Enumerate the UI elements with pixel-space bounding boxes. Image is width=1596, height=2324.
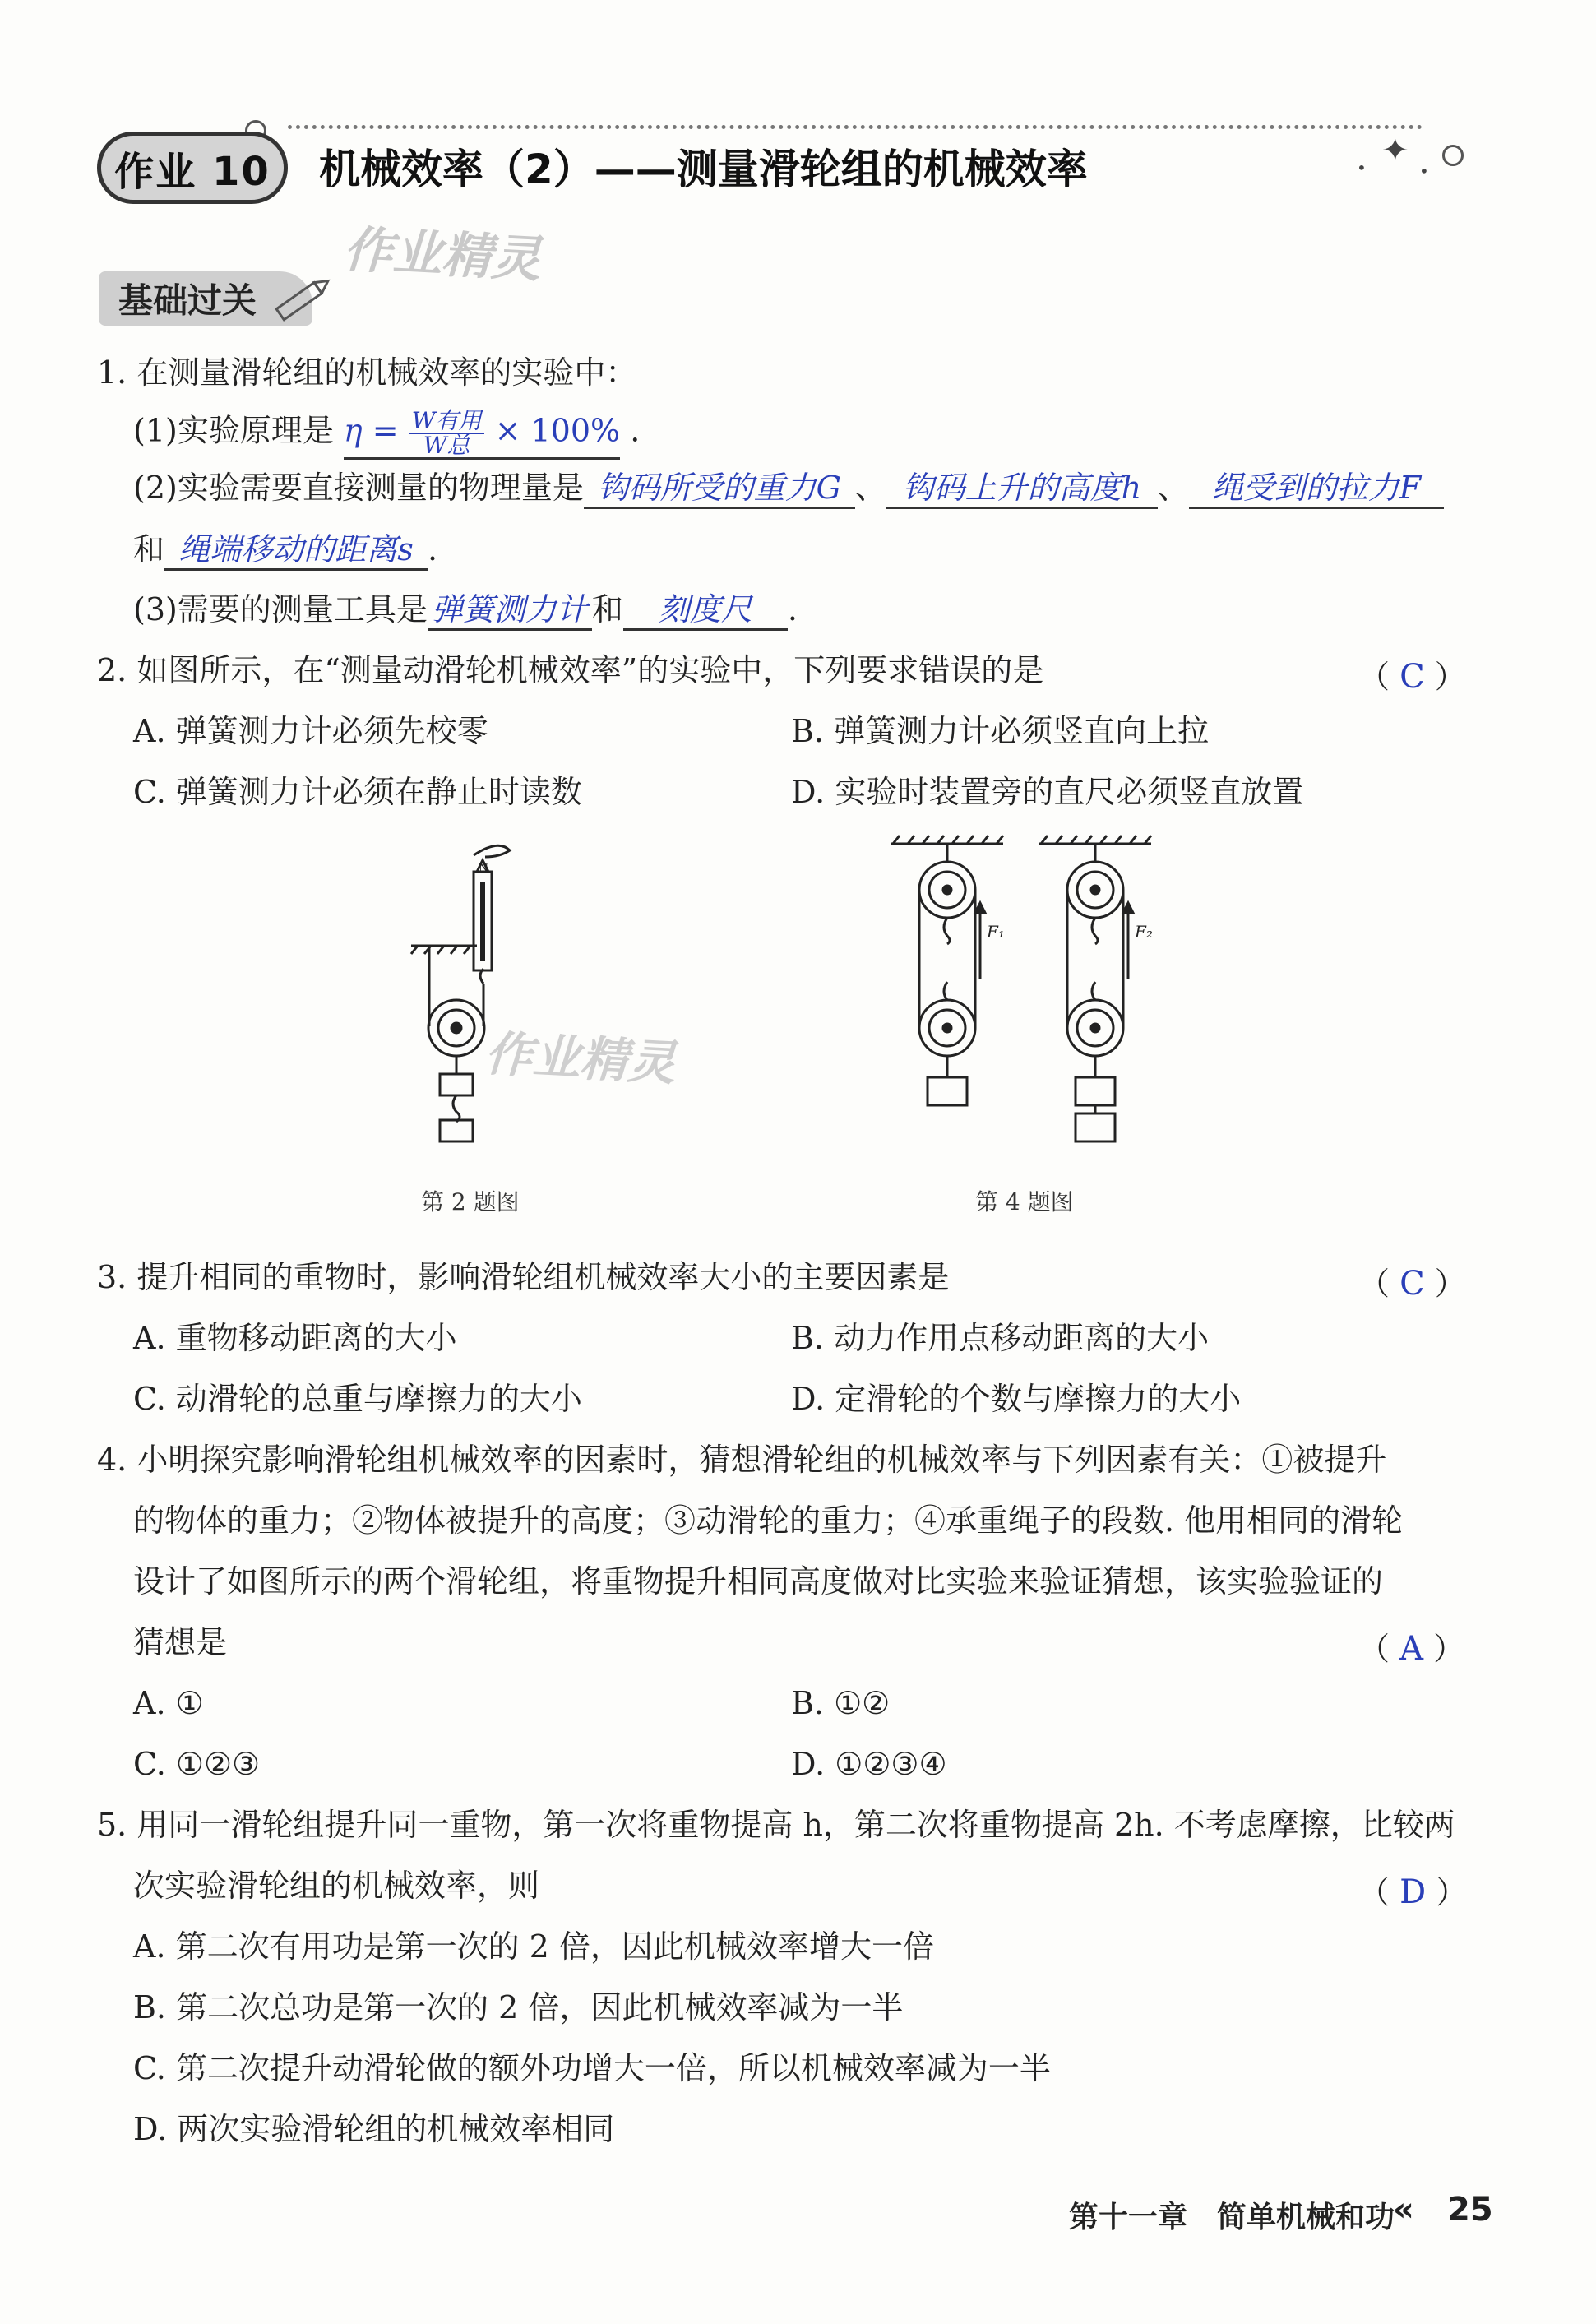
q4-line-3: 设计了如图所示的两个滑轮组，将重物提升相同高度做对比实验来验证猜想，该实验验证的 bbox=[133, 1563, 1384, 1599]
q1-part2-answer-4: 绳端移动的距离s bbox=[164, 530, 428, 571]
q2-option-b: B. 弹簧测力计必须竖直向上拉 bbox=[791, 713, 1210, 749]
q1-part3 bbox=[133, 590, 798, 631]
q1-part1-end: . bbox=[630, 412, 641, 449]
chevrons-icon: « bbox=[1393, 2191, 1414, 2229]
q4-option-d: D. ①②③④ bbox=[791, 1746, 947, 1782]
figure-2-movable-pulley bbox=[395, 839, 608, 1168]
conjunction: 和 bbox=[133, 531, 165, 567]
q1-part3-answer-2: 刻度尺 bbox=[623, 590, 788, 631]
q1-part3-end: . bbox=[787, 591, 798, 627]
homework-badge: 作业 10 bbox=[97, 132, 288, 204]
q2-answer-box: （ C ） bbox=[1358, 658, 1466, 696]
q1-part2-cont bbox=[133, 530, 437, 571]
header-dotted-line bbox=[288, 125, 1423, 134]
q1-part2 bbox=[133, 469, 1444, 509]
q1-part1 bbox=[133, 407, 641, 460]
q2-answer: C bbox=[1399, 658, 1425, 696]
q4-answer: A bbox=[1399, 1630, 1423, 1668]
footer-chapter: 第十一章 简单机械和功 bbox=[1069, 2201, 1395, 2234]
q4-line-2: 的物体的重力；②物体被提升的高度；③动滑轮的重力；④承重绳子的段数. 他用相同的滑轮 bbox=[133, 1502, 1404, 1539]
figure-4-pulley-groups bbox=[888, 831, 1168, 1176]
section-label: 基础过关 bbox=[118, 280, 257, 321]
watermark: 作业精灵 bbox=[342, 220, 543, 289]
q5-option-c: C. 第二次提升动滑轮做的额外功增大一倍，所以机械效率减为一半 bbox=[133, 2050, 1051, 2086]
q1-part1-prefix: (1)实验原理是 bbox=[133, 412, 334, 449]
q2-option-d: D. 实验时装置旁的直尺必须竖直放置 bbox=[791, 774, 1304, 810]
q1-part2-end: . bbox=[428, 531, 438, 567]
header-ring-right bbox=[1442, 145, 1464, 166]
q3-stem: 3. 提升相同的重物时，影响滑轮组机械效率大小的主要因素是 bbox=[97, 1259, 950, 1295]
q3-answer-box: （ C ） bbox=[1358, 1265, 1466, 1303]
q1-part2-answer-1: 钩码所受的重力G bbox=[584, 469, 855, 509]
q3-answer: C bbox=[1399, 1265, 1425, 1303]
q5-option-b: B. 第二次总功是第一次的 2 倍，因此机械效率减为一半 bbox=[133, 1989, 904, 2025]
q1-stem: 1. 在测量滑轮组的机械效率的实验中： bbox=[97, 354, 637, 391]
q5-line-2: 次实验滑轮组的机械效率，则 bbox=[133, 1868, 540, 1904]
q4-line-4: 猜想是 bbox=[133, 1624, 228, 1660]
fraction bbox=[409, 407, 485, 459]
q4-line-1: 4. 小明探究影响滑轮组机械效率的因素时，猜想滑轮组的机械效率与下列因素有关：①被提升 bbox=[97, 1442, 1387, 1478]
q4-answer-box: （ A ） bbox=[1358, 1630, 1465, 1668]
q5-answer-box: （ D ） bbox=[1358, 1873, 1468, 1911]
fraction-numerator: W有用 bbox=[409, 410, 485, 434]
separator: 、 bbox=[1157, 470, 1189, 506]
q4-option-a: A. ① bbox=[133, 1685, 204, 1721]
q1-part3-prefix: (3)需要的测量工具是 bbox=[133, 591, 428, 627]
conjunction: 和 bbox=[591, 591, 623, 627]
percent-term: × 100% bbox=[494, 412, 621, 449]
pencil-icon bbox=[271, 270, 337, 327]
page-title: 机械效率（2）——测量滑轮组的机械效率 bbox=[319, 146, 1088, 193]
q1-part3-answer-1: 弹簧测力计 bbox=[428, 590, 592, 631]
q4-option-c: C. ①②③ bbox=[133, 1746, 261, 1782]
q5-line-1: 5. 用同一滑轮组提升同一重物，第一次将重物提高 h，第二次将重物提高 2h. 不考虑摩擦，比较两 bbox=[97, 1807, 1455, 1843]
figure-4-caption: 第 4 题图 bbox=[975, 1188, 1074, 1215]
fraction-denominator: W总 bbox=[423, 432, 470, 459]
q1-part2-answer-2: 钩码上升的高度h bbox=[886, 469, 1158, 509]
q3-option-c: C. 动滑轮的总重与摩擦力的大小 bbox=[133, 1381, 582, 1417]
scale-n-label: N bbox=[479, 862, 489, 875]
dot-icon: • bbox=[1419, 161, 1429, 181]
q3-option-d: D. 定滑轮的个数与摩擦力的大小 bbox=[791, 1381, 1242, 1417]
q1-part2-answer-3: 绳受到的拉力F bbox=[1189, 469, 1444, 509]
q2-stem: 2. 如图所示，在“测量动滑轮机械效率”的实验中，下列要求错误的是 bbox=[97, 652, 1044, 688]
eta-symbol: η = bbox=[343, 412, 399, 449]
q5-answer: D bbox=[1399, 1873, 1427, 1911]
q3-option-a: A. 重物移动距离的大小 bbox=[133, 1320, 457, 1356]
q5-option-a: A. 第二次有用功是第一次的 2 倍，因此机械效率增大一倍 bbox=[133, 1928, 934, 1965]
dot-icon: • bbox=[1357, 158, 1367, 178]
sparkle-icon: ✦ bbox=[1381, 132, 1409, 169]
figure-2-caption: 第 2 题图 bbox=[421, 1188, 520, 1215]
page-number: 25 bbox=[1447, 2191, 1493, 2229]
q2-option-a: A. 弹簧测力计必须先校零 bbox=[133, 713, 488, 749]
q3-option-b: B. 动力作用点移动距离的大小 bbox=[791, 1320, 1210, 1356]
separator: 、 bbox=[854, 470, 886, 506]
q4-option-b: B. ①② bbox=[791, 1685, 891, 1721]
q5-option-d: D. 两次实验滑轮组的机械效率相同 bbox=[133, 2111, 615, 2147]
force-f2-label: F₂ bbox=[1135, 922, 1153, 942]
q1-part2-prefix: (2)实验需要直接测量的物理量是 bbox=[133, 470, 584, 506]
watermark-figure: 作业精灵 bbox=[483, 1025, 678, 1092]
q1-part1-answer bbox=[343, 407, 621, 460]
force-f1-label: F₁ bbox=[987, 922, 1005, 942]
q2-option-c: C. 弹簧测力计必须在静止时读数 bbox=[133, 774, 582, 810]
